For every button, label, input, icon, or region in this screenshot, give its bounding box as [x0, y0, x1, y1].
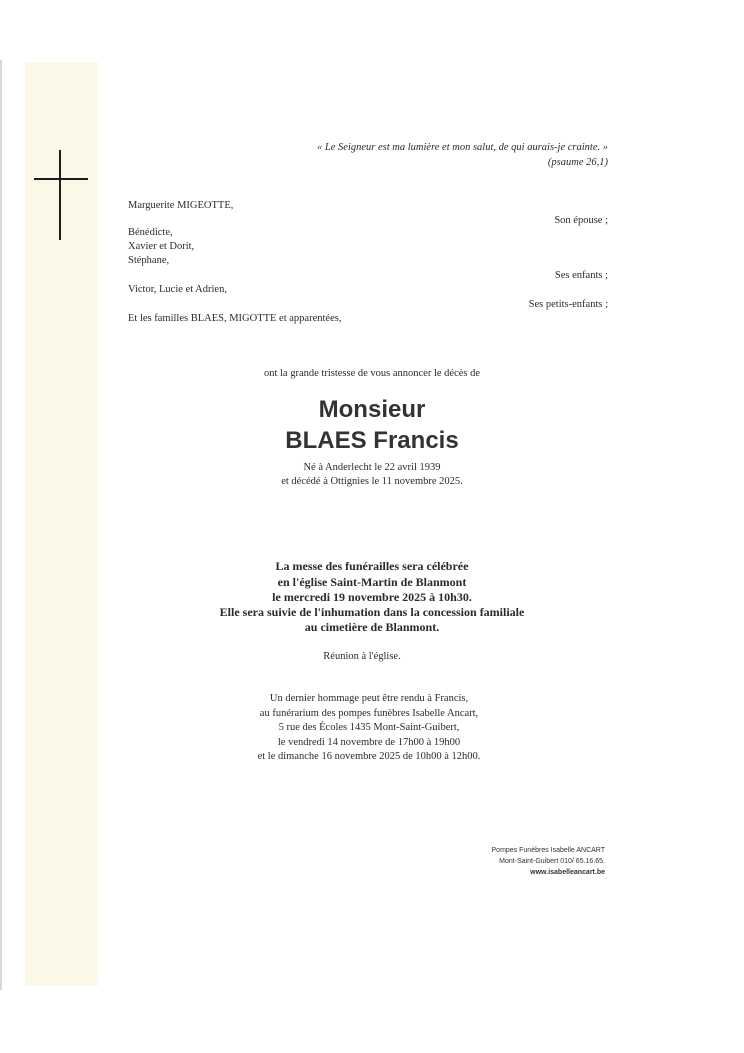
- homage-line: Un dernier hommage peut être rendu à Francis,: [269, 693, 469, 704]
- spouse-role: Son épouse ;: [554, 215, 608, 226]
- spouse-name: Marguerite MIGEOTTE,: [128, 200, 234, 211]
- psalm-quote: « Le Seigneur est ma lumière et mon salut, de qui aurais-je crainte. »: [317, 142, 608, 153]
- birth-info: Né à Anderlecht le 22 avril 1939: [303, 462, 441, 473]
- footer-company: Pompes Funèbres Isabelle ANCART: [491, 847, 605, 854]
- child-name: Stéphane,: [128, 255, 170, 266]
- extended-families: Et les familles BLAES, MIGOTTE et apparentées,: [128, 313, 342, 324]
- funeral-line: Elle sera suivie de l'inhumation dans la concession familiale: [219, 605, 525, 619]
- death-info: et décédé à Ottignies le 11 novembre 2025.: [281, 476, 463, 487]
- page-edge: [0, 60, 2, 990]
- meeting-info: Réunion à l'église.: [323, 651, 401, 662]
- children-role: Ses enfants ;: [554, 270, 608, 281]
- cross-icon: [34, 150, 88, 242]
- homage-line: 5 rue des Écoles 1435 Mont-Saint-Guibert,: [278, 722, 460, 733]
- homage-line: au funérarium des pompes funèbres Isabelle Ancart,: [259, 708, 479, 719]
- funeral-line: au cimetière de Blanmont.: [304, 620, 440, 634]
- footer-website: www.isabelleancart.be: [530, 869, 605, 876]
- deceased-civility: Monsieur: [318, 396, 426, 423]
- funeral-line: La messe des funérailles sera célébrée: [275, 559, 469, 573]
- grandchildren-role: Ses petits-enfants ;: [528, 299, 608, 310]
- announcement-text: ont la grande tristesse de vous annoncer le décès de: [263, 368, 481, 379]
- grandchildren-names: Victor, Lucie et Adrien,: [128, 284, 227, 295]
- footer-contact: Mont-Saint-Guibert 010/ 65.16.65.: [499, 858, 605, 865]
- deceased-name: BLAES Francis: [285, 427, 459, 454]
- homage-line: le vendredi 14 novembre de 17h00 à 19h00: [277, 737, 461, 748]
- funeral-line: le mercredi 19 novembre 2025 à 10h30.: [272, 590, 472, 604]
- child-name: Bénédicte,: [128, 227, 173, 238]
- child-name: Xavier et Dorit,: [128, 241, 195, 252]
- funeral-line: en l'église Saint-Martin de Blanmont: [277, 575, 467, 589]
- psalm-reference: (psaume 26,1): [547, 157, 608, 168]
- homage-line: et le dimanche 16 novembre 2025 de 10h00 à 12h00.: [257, 751, 481, 762]
